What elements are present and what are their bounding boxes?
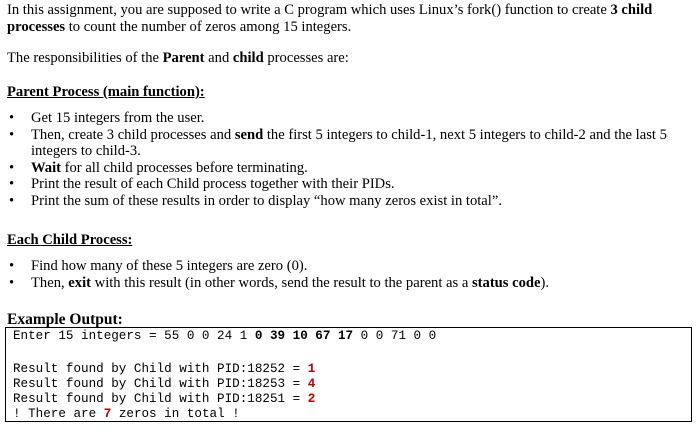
item-emphasis: send bbox=[234, 126, 264, 143]
item-text: with this result (in other words, send the result to the parent as a bbox=[91, 274, 472, 291]
item-text: Print the sum of these results in order to display “how many zeros exist in total”. bbox=[31, 192, 502, 209]
bullet-icon: • bbox=[9, 258, 15, 274]
code-text: ! There are bbox=[13, 407, 104, 421]
list-item bbox=[0, 275, 549, 292]
intro-text: In this assignment, you are supposed to write a C program which uses Linux’s fork() function to create bbox=[7, 2, 611, 18]
total-value: 7 bbox=[103, 407, 112, 421]
list-item bbox=[0, 110, 667, 127]
code-text: 0 0 71 0 0 bbox=[353, 329, 437, 343]
child-bullet-list bbox=[0, 258, 549, 291]
child-emphasis: child bbox=[232, 50, 264, 66]
item-text: integers to child-3. bbox=[31, 143, 141, 160]
item-text: Get 15 integers from the user. bbox=[31, 110, 205, 126]
item-text: Then, create 3 child processes and bbox=[31, 126, 235, 143]
example-heading: Example Output: bbox=[7, 311, 123, 328]
item-emphasis: exit bbox=[68, 274, 91, 291]
item-emphasis: Wait bbox=[31, 159, 61, 176]
intro-line-2 bbox=[7, 19, 351, 36]
item-text: Then, bbox=[31, 274, 69, 291]
parent-heading: Parent Process (main function): bbox=[7, 84, 205, 100]
responsibilities-line bbox=[7, 50, 349, 67]
bullet-icon: • bbox=[9, 159, 15, 176]
item-text: Print the result of each Child process together with their PIDs. bbox=[31, 176, 395, 193]
list-item bbox=[0, 258, 549, 275]
result-line-3 bbox=[13, 392, 315, 407]
parent-bullet-list bbox=[0, 110, 667, 210]
bullet-icon: • bbox=[9, 176, 15, 193]
list-item bbox=[0, 176, 667, 193]
code-text: Result found by Child with PID:18251 = bbox=[13, 392, 308, 406]
list-item-continuation bbox=[0, 143, 667, 160]
result-line-1 bbox=[13, 362, 315, 377]
item-text: for all child processes before terminating. bbox=[61, 159, 308, 176]
list-item bbox=[0, 127, 667, 144]
intro-line-1 bbox=[7, 2, 652, 19]
total-line bbox=[13, 407, 240, 422]
list-item bbox=[0, 193, 667, 210]
item-text: Find how many of these 5 integers are zero (0). bbox=[31, 258, 308, 274]
parent-emphasis: Parent bbox=[162, 50, 205, 66]
intro-text: to count the number of zeros among 15 integers. bbox=[65, 19, 352, 35]
result-value: 4 bbox=[307, 377, 316, 391]
list-item bbox=[0, 160, 667, 177]
code-text: Result found by Child with PID:18252 = bbox=[13, 362, 308, 376]
result-value: 2 bbox=[307, 392, 316, 406]
item-text: the first 5 integers to child-1, next 5 integers to child-2 and the last 5 bbox=[263, 126, 667, 143]
bullet-icon: • bbox=[9, 110, 15, 126]
bullet-icon: • bbox=[9, 192, 15, 209]
item-text: ). bbox=[540, 274, 550, 291]
example-output-box bbox=[5, 327, 692, 422]
bullet-icon: • bbox=[9, 274, 15, 291]
intro-emphasis: 3 child bbox=[610, 2, 653, 18]
intro-emphasis: processes bbox=[7, 19, 66, 35]
code-text: zeros in total ! bbox=[111, 407, 240, 421]
text: and bbox=[204, 50, 233, 66]
result-value: 1 bbox=[307, 362, 316, 376]
bullet-icon: • bbox=[9, 126, 15, 143]
child-heading: Each Child Process: bbox=[7, 232, 133, 248]
code-emphasis: 0 39 10 67 17 bbox=[254, 329, 354, 343]
input-line bbox=[13, 329, 436, 344]
text: The responsibilities of the bbox=[7, 50, 163, 66]
item-emphasis: status code bbox=[471, 274, 541, 291]
text: processes are: bbox=[263, 50, 349, 66]
result-line-2 bbox=[13, 377, 315, 392]
code-text: Enter 15 integers = 55 0 0 24 1 bbox=[13, 329, 255, 343]
code-text: Result found by Child with PID:18253 = bbox=[13, 377, 308, 391]
